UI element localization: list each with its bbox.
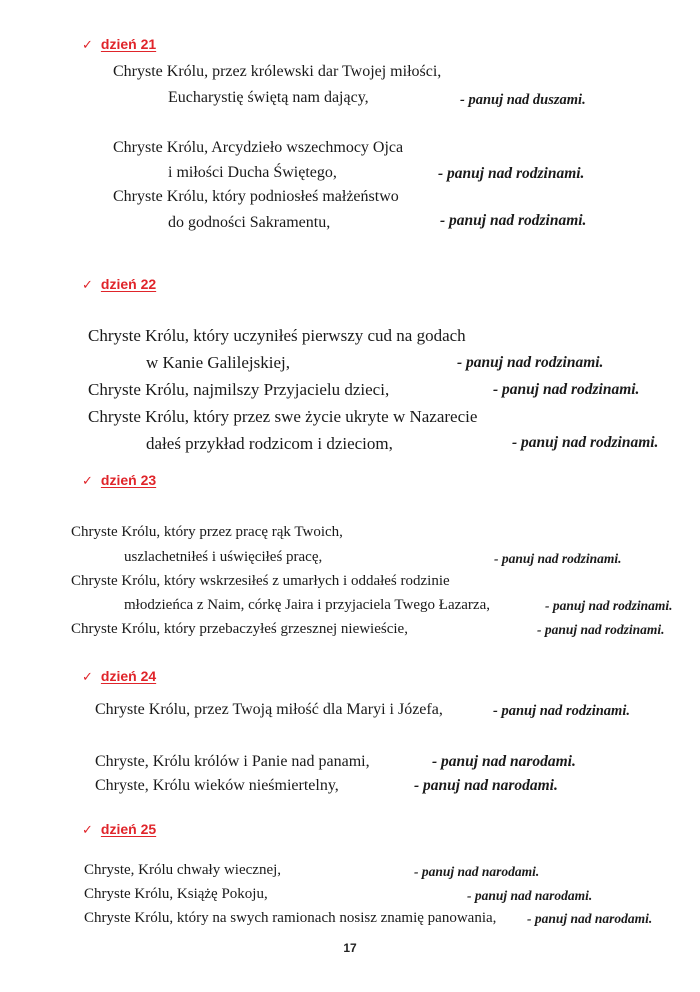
invocation-line: Chryste Królu, który przez swe życie ukryte w Nazarecie (88, 407, 478, 426)
invocation-line: Chryste Królu, który przez pracę rąk Twoich, (71, 524, 343, 540)
response-text: - panuj nad rodzinami. (457, 354, 604, 371)
response-text: - panuj nad narodami. (414, 777, 558, 794)
response-text: - panuj nad narodami. (432, 753, 576, 770)
response-text: - panuj nad rodzinami. (537, 622, 665, 637)
section-heading-day-25 (82, 821, 156, 838)
response-text: - panuj nad rodzinami. (440, 212, 587, 229)
invocation-line: Eucharystię świętą nam dający, (168, 89, 369, 106)
invocation-line: Chryste, Królu królów i Panie nad panami, (95, 753, 370, 770)
invocation-line: Chryste, Królu chwały wiecznej, (84, 862, 282, 878)
page-number: 17 (343, 941, 357, 955)
response-text: - panuj nad narodami. (467, 888, 593, 903)
invocation-line: młodzieńca z Naim, córkę Jaira i przyjaciela Twego Łazarza, (124, 597, 490, 613)
response-text: - panuj nad narodami. (527, 911, 653, 926)
response-text: - panuj nad rodzinami. (493, 381, 640, 398)
invocation-line: Chryste Królu, który na swych ramionach nosisz znamię panowania, (84, 910, 497, 926)
invocation-line: Chryste Królu, który uczyniłeś pierwszy cud na godach (88, 326, 466, 345)
invocation-line: do godności Sakramentu, (168, 214, 331, 231)
invocation-line: Chryste Królu, który podniosłeś małżeństwo (113, 188, 399, 205)
response-text: - panuj nad rodzinami. (512, 434, 659, 451)
check-icon: ✓ (82, 277, 93, 292)
heading-label: dzień 24 (100, 668, 157, 684)
invocation-line: Chryste Królu, przez Twoją miłość dla Maryi i Józefa, (95, 701, 443, 718)
invocation-line: uszlachetniłeś i uświęciłeś pracę, (124, 549, 323, 565)
heading-label: dzień 22 (100, 276, 157, 292)
heading-label: dzień 21 (100, 36, 157, 52)
response-text: - panuj nad rodzinami. (494, 551, 622, 566)
invocation-line: Chryste Królu, który wskrzesiłeś z umarłych i oddałeś rodzinie (71, 573, 450, 589)
check-icon: ✓ (82, 669, 93, 684)
invocation-line: i miłości Ducha Świętego, (168, 164, 337, 181)
heading-label: dzień 25 (100, 821, 157, 837)
section-heading-day-23 (82, 472, 156, 489)
check-icon: ✓ (82, 822, 93, 837)
check-icon: ✓ (82, 473, 93, 488)
section-heading-day-22 (82, 276, 156, 293)
invocation-line: Chryste Królu, Książę Pokoju, (84, 886, 268, 902)
invocation-line: Chryste Królu, najmilszy Przyjacielu dzieci, (88, 380, 390, 399)
response-text: - panuj nad rodzinami. (545, 598, 673, 613)
invocation-line: w Kanie Galilejskiej, (146, 353, 290, 372)
response-text: - panuj nad narodami. (414, 864, 540, 879)
response-text: - panuj nad duszami. (460, 92, 586, 108)
invocation-line: Chryste Królu, przez królewski dar Twojej miłości, (113, 63, 442, 80)
section-heading-day-24 (82, 668, 156, 685)
invocation-line: Chryste, Królu wieków nieśmiertelny, (95, 777, 339, 794)
check-icon: ✓ (82, 37, 93, 52)
response-text: - panuj nad rodzinami. (438, 165, 585, 182)
section-heading-day-21 (82, 36, 156, 53)
invocation-line: Chryste Królu, który przebaczyłeś grzesznej niewieście, (71, 621, 408, 637)
invocation-line: Chryste Królu, Arcydzieło wszechmocy Ojca (113, 139, 404, 156)
invocation-line: dałeś przykład rodzicom i dzieciom, (146, 434, 393, 453)
heading-label: dzień 23 (100, 472, 157, 488)
response-text: - panuj nad rodzinami. (493, 703, 630, 719)
